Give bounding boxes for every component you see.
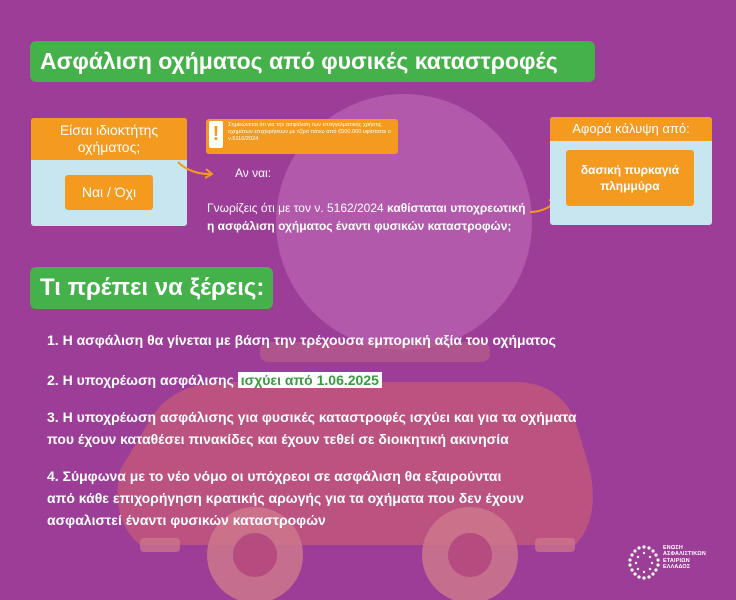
logo-line-1: ΕΝΩΣΗ	[663, 545, 683, 551]
yes-no-button[interactable]: Ναι / Όχι	[65, 175, 153, 210]
exclamation-icon: !	[209, 121, 223, 148]
arrow-right-icon	[176, 158, 216, 180]
logo-line-3: ΕΤΑΙΡΙΩΝ	[663, 557, 690, 564]
point-3-line-1: 3. Η υποχρέωση ασφάλισης για φυσικές καταστροφές ισχύει και για τα οχήματα	[47, 409, 577, 425]
point-3	[47, 406, 667, 450]
owner-question: Είσαι ιδιοκτήτης οχήματος;	[31, 118, 187, 160]
point-4	[47, 465, 667, 531]
coverage-fire: δασική πυρκαγιά	[580, 163, 680, 177]
point-4-line-2: από κάθε επιχορήγηση κρατικής αρωγής για τα οχήματα που δεν έχουν	[47, 490, 524, 506]
point-3-line-2: που έχουν καταθέσει πινακίδες και έχουν τεθεί σε διοικητική ακινησία	[47, 431, 509, 447]
logo-line-2: ΑΣΦΑΛΙΣΤΙΚΩΝ	[663, 551, 706, 558]
logo-line-4: ΕΛΛΑΔΟΣ	[663, 564, 691, 571]
note-text: Σημειώνεται ότι για την ασφάλιση των επαγγελματικής χρήσης οχημάτων επιχειρήσεων με τζίρο πάνω από €500.000 υφίσταται ο ν.5116/2024	[228, 122, 391, 142]
point-4-line-3: ασφαλιστεί έναντι φυσικών καταστροφών	[47, 512, 326, 528]
know-prefix: Γνωρίζεις ότι με τον ν. 5162/2024	[207, 201, 388, 215]
page-title: Ασφάλιση οχήματος από φυσικές καταστροφές	[30, 41, 595, 82]
note-box	[206, 119, 398, 154]
association-logo-text	[663, 545, 706, 571]
coverage-heading: Αφορά κάλυψη από:	[550, 117, 712, 141]
if-yes-label: Αν ναι:	[235, 166, 272, 180]
owner-question-card	[31, 118, 187, 226]
know-bold: καθίσταται υποχρεωτική η ασφάλιση οχήματος έναντι φυσικών καταστροφών;	[207, 201, 526, 233]
section-title: Τι πρέπει να ξέρεις:	[30, 267, 273, 309]
point-1: 1. Η ασφάλιση θα γίνεται με βάση την τρέχουσα εμπορική αξία του οχήματος	[47, 332, 556, 348]
did-you-know-text	[207, 199, 532, 235]
coverage-flood: πλημμύρα	[600, 179, 660, 193]
coverage-button[interactable]	[566, 150, 694, 206]
point-2-text: 2. Η υποχρέωση ασφάλισης	[47, 372, 238, 388]
point-2	[47, 369, 382, 391]
point-4-line-1: 4. Σύμφωνα με το νέο νόμο οι υπόχρεοι σε ασφάλιση θα εξαιρούνται	[47, 468, 502, 484]
coverage-card	[550, 117, 712, 225]
effective-date-highlight: ισχύει από 1.06.2025	[238, 372, 382, 388]
